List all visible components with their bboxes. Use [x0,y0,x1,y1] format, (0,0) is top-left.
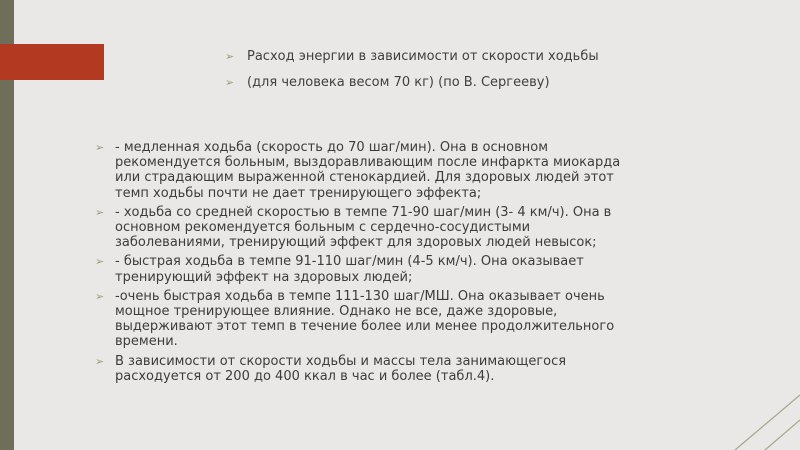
accent-block [0,44,104,80]
list-item: ➢ - медленная ходьба (скорость до 70 шаг/мин). Она в основном рекомендуется больным, выздоравливающим после инфаркта миокарда или страдающим выраженной стенокардией. Для здоровых людей этот темп ходьбы почти не дает тренирующего эффекта; [95,140,621,201]
list-item: ➢ -очень быстрая ходьба в темпе 111-130 шаг/МШ. Она оказывает очень мощное тренирующее влияние. Однако не все, даже здоровые, выдерживают этот темп в течение более или менее продолжительного времени. [95,288,615,350]
arrow-bullet-icon: ➢ [95,354,105,368]
arrow-bullet-icon: ➢ [95,255,105,269]
slide-title-line-2: ➢ (для человека весом 70 кг) (по В. Сергееву) [225,75,550,90]
list-item: ➢ - быстрая ходьба в темпе 91-110 шаг/мин (4-5 км/ч). Она оказывает тренирующий эффект на здоровых людей; [95,254,584,285]
arrow-bullet-icon: ➢ [225,50,235,63]
arrow-bullet-icon: ➢ [95,205,105,219]
arrow-bullet-icon: ➢ [95,289,105,303]
list-item: ➢ В зависимости от скорости ходьбы и массы тела занимающегося расходуется от 200 до 400 ккал в час и более (табл.4). [95,353,567,384]
list-item: ➢ - ходьба со средней скоростью в темпе 71-90 шаг/мин (3- 4 км/ч). Она в основном рекомендуется больным с сердечно-сосудистыми заболеваниями, тренирующий эффект для здоровых людей невысок; [95,204,612,251]
bullet-list [95,140,635,388]
slide-title-line-1: ➢ Расход энергии в зависимости от скорости ходьбы [225,49,599,64]
arrow-bullet-icon: ➢ [95,141,105,154]
arrow-bullet-icon: ➢ [225,76,235,89]
